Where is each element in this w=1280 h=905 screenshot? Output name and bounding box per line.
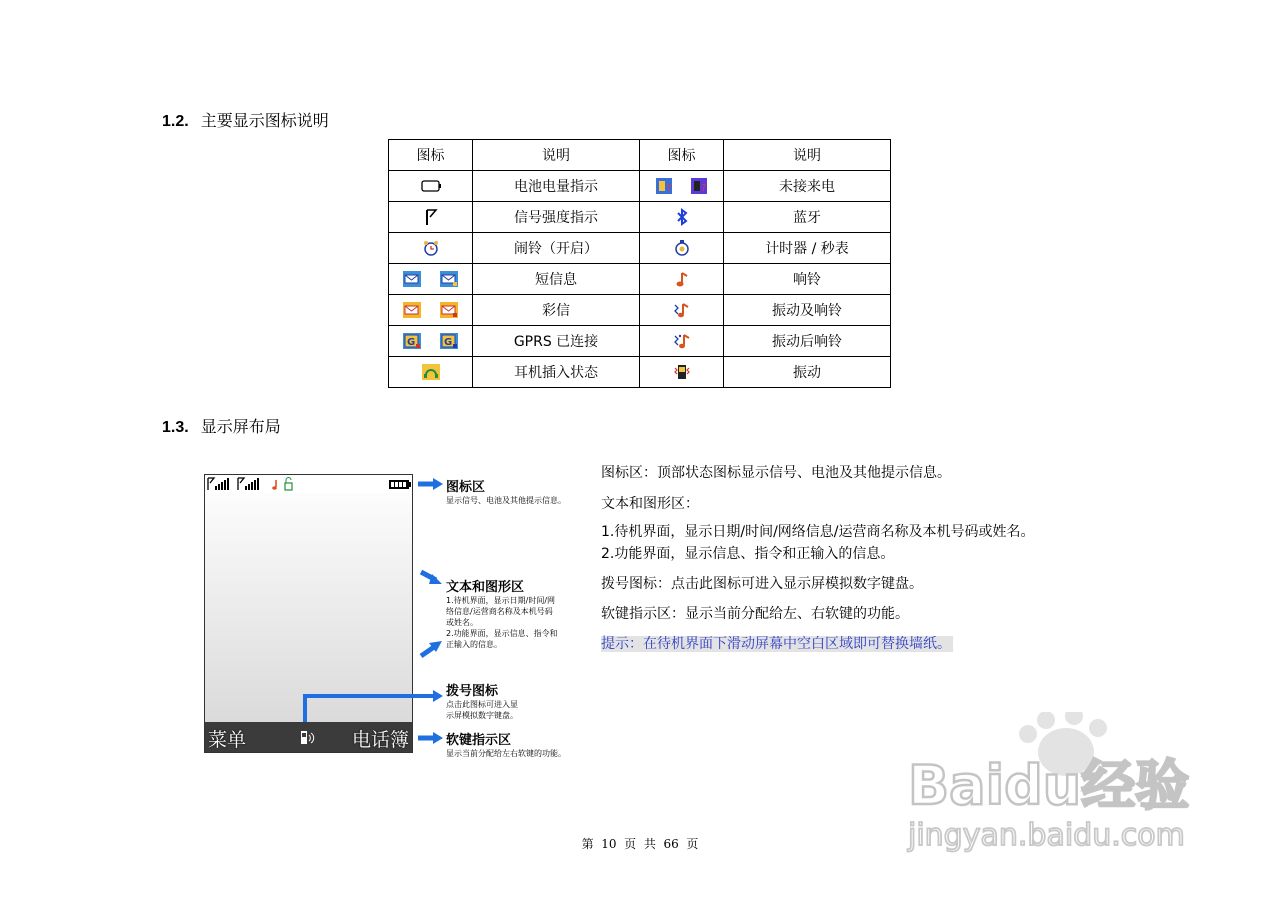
- table-row: [389, 171, 891, 202]
- table-cell: 闹铃（开启）: [473, 233, 640, 264]
- ring-icon: [675, 270, 689, 288]
- signal-bars-icon-2: [238, 478, 259, 490]
- callout-desc-line: 示屏模拟数字键盘。: [446, 711, 518, 720]
- callout-desc: 显示信号、电池及其他提示信息。: [446, 496, 566, 505]
- section-number: 1.2.: [162, 113, 189, 130]
- desc-text-area-line-1: 1.待机界面，显示日期/时间/网络信息/运营商名称及本机号码或姓名。: [601, 524, 1035, 540]
- table-row: [389, 295, 891, 326]
- icon-legend-table: [388, 139, 891, 388]
- table-row: [389, 202, 891, 233]
- bluetooth-icon: [676, 208, 688, 226]
- table-cell: 响铃: [724, 264, 891, 295]
- table-cell: 耳机插入状态: [473, 357, 640, 388]
- callout-desc-line: 络信息/运营商名称及本机号码: [446, 607, 553, 616]
- callout-desc-line: 点击此图标可进入显: [446, 700, 518, 709]
- svg-text:?: ?: [700, 183, 707, 194]
- table-cell: 振动及响铃: [724, 295, 891, 326]
- desc-text-area-line-2: 2.功能界面，显示信息、指令和正输入的信息。: [601, 546, 895, 562]
- baidu-jingyan-watermark: [906, 712, 1206, 862]
- table-row: [389, 233, 891, 264]
- header-cell: 说明: [473, 140, 640, 171]
- battery-icon: [421, 180, 441, 192]
- section-title: 主要显示图标说明: [200, 111, 329, 130]
- callout-text-area: [446, 576, 558, 650]
- headset-icon: [421, 363, 441, 381]
- table-cell: 彩信: [473, 295, 640, 326]
- callout-arrows: [300, 470, 450, 760]
- missed-call-icon: [655, 177, 673, 195]
- lock-status-icon: [285, 478, 292, 491]
- watermark-brand: Baidu经验: [908, 754, 1190, 817]
- section-title: 显示屏布局: [200, 417, 281, 436]
- mms-icon: [402, 301, 422, 319]
- tip-text: 提示：在待机界面下滑动屏幕中空白区域即可替换墙纸。: [601, 636, 951, 652]
- table-row: [389, 357, 891, 388]
- desc-dial-icon: 拨号图标：点击此图标可进入显示屏模拟数字键盘。: [601, 576, 923, 592]
- callout-title: 软键指示区: [446, 733, 512, 748]
- table-cell: 振动后响铃: [724, 326, 891, 357]
- header-cell: 图标: [389, 140, 473, 171]
- table-cell: GPRS 已连接: [473, 326, 640, 357]
- callout-title: 图标区: [446, 480, 486, 495]
- signal-icon: [424, 208, 438, 226]
- arrow-softkey-area: [418, 732, 443, 744]
- table-cell: 未接来电: [724, 171, 891, 202]
- watermark-url: jingyan.baidu.com: [908, 818, 1185, 853]
- tip-note: [601, 633, 953, 655]
- table-cell: 信号强度指示: [473, 202, 640, 233]
- desc-text-area-heading: 文本和图形区：: [601, 496, 699, 512]
- table-row: [389, 326, 891, 357]
- table-cell: 电池电量指示: [473, 171, 640, 202]
- svg-text:?: ?: [666, 183, 672, 194]
- arrow-text-area-down: [421, 572, 442, 584]
- arrow-icon-area: [418, 478, 443, 490]
- header-cell: 说明: [724, 140, 891, 171]
- desc-softkey-area: 软键指示区：显示当前分配给左、右软键的功能。: [601, 606, 909, 622]
- table-row: [389, 264, 891, 295]
- mms-icon-2: [439, 301, 459, 319]
- gprs-icon: [402, 332, 422, 350]
- softkey-right[interactable]: 电话簿: [351, 729, 409, 751]
- header-cell: 图标: [640, 140, 724, 171]
- vibrate-icon: [673, 363, 691, 381]
- table-cell: 短信息: [473, 264, 640, 295]
- signal-bars-icon: [208, 478, 229, 490]
- alarm-icon: [422, 239, 440, 257]
- callout-title: 拨号图标: [446, 684, 499, 699]
- callout-softkey-area: [446, 729, 566, 759]
- section-heading-1-3: [162, 414, 281, 437]
- missed-call-icon-2: [690, 177, 708, 195]
- vibrate-and-ring-icon: [673, 301, 691, 319]
- sms-icon: [402, 270, 422, 288]
- callout-icon-area: [446, 476, 566, 506]
- table-header-row: [389, 140, 891, 171]
- desc-icon-area: 图标区：顶部状态图标显示信号、电池及其他提示信息。: [601, 465, 951, 481]
- table-cell: 蓝牙: [724, 202, 891, 233]
- timer-icon: [673, 239, 691, 257]
- sms-icon-2: [439, 270, 459, 288]
- vibrate-then-ring-icon: [673, 332, 691, 350]
- softkey-left[interactable]: 菜单: [208, 729, 247, 751]
- svg-text:G: G: [443, 337, 452, 348]
- callout-desc-line: 1.待机界面，显示日期/时间/网: [446, 596, 556, 605]
- section-number: 1.3.: [162, 419, 189, 436]
- gprs-icon-2: [439, 332, 459, 350]
- callout-desc: 显示当前分配给左右软键的功能。: [446, 749, 566, 758]
- callout-desc-line: 正输入的信息。: [446, 640, 502, 649]
- table-cell: 计时器 / 秒表: [724, 233, 891, 264]
- callout-dial-icon: [446, 680, 518, 721]
- callout-desc-line: 或姓名。: [446, 618, 478, 627]
- arrow-text-area-up: [421, 641, 442, 656]
- svg-text:G: G: [407, 337, 416, 348]
- section-heading-1-2: [162, 108, 329, 131]
- page-footer: 第 10 页 共 66 页: [581, 837, 699, 851]
- arrow-dial-icon: [305, 690, 443, 722]
- ring-status-icon: [272, 480, 277, 490]
- table-cell: 振动: [724, 357, 891, 388]
- callout-title: 文本和图形区: [446, 580, 525, 595]
- callout-desc-line: 2.功能界面，显示信息、指令和: [446, 629, 558, 638]
